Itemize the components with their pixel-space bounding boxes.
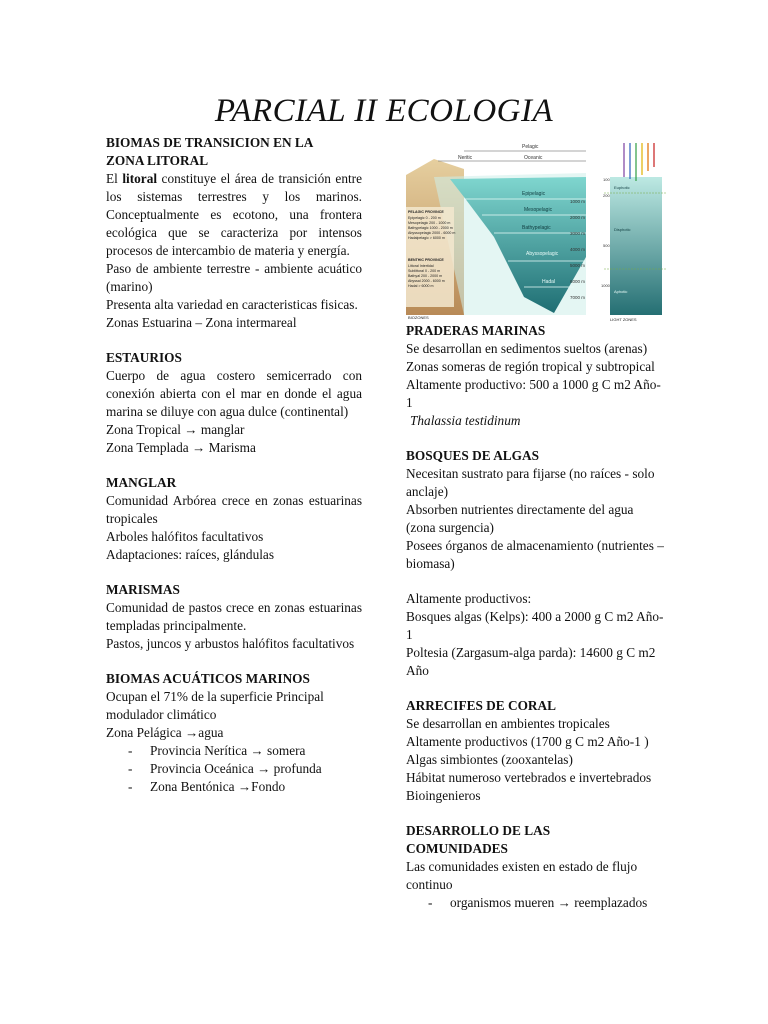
light-tick: 500 xyxy=(603,243,610,248)
section-heading-desarrollo xyxy=(406,822,664,858)
paragraph: Zonas someras de región tropical y subtropical xyxy=(406,359,655,374)
pelagic-row: Epipelagic 0 - 200 m xyxy=(408,216,441,220)
paragraph: Altamente productivos: xyxy=(406,591,532,606)
paragraph: Altamente productivos (1700 g C m2 Año-1 ) xyxy=(406,734,649,749)
paragraph: Absorben nutrientes directamente del agua (zona surgencia) xyxy=(406,502,634,535)
light-zones-column xyxy=(610,177,662,315)
heading-line: ZONA LITORAL xyxy=(106,153,209,168)
section-heading-bosques-algas: BOSQUES DE ALGAS xyxy=(406,448,540,463)
paragraph: Ocupan el 71% de la superficie Principal modulador climático xyxy=(106,689,324,722)
ocean-zones-diagram xyxy=(404,137,666,323)
depth-tick: 5000 m xyxy=(570,263,586,268)
list-item: - Zona Bentónica →Fondo xyxy=(106,778,362,796)
list-item: - organismos mueren → reemplazados xyxy=(406,894,664,912)
list-item: - Provincia Nerítica → somera xyxy=(106,742,362,760)
paragraph: Zona Tropical → manglar xyxy=(106,422,245,437)
bold-term: litoral xyxy=(122,171,158,186)
depth-tick: 2000 m xyxy=(570,215,586,220)
page-title: PARCIAL II ECOLOGIA xyxy=(214,93,554,129)
paragraph: Poltesia (Zargasum-alga parda): 14600 g C m2 Año xyxy=(406,645,656,678)
text-run: constituye el área de transición entre los sistemas terrestres y los marinos. Conceptualmente es ecotono, una frontera ecológica que se caracteriza por intensos procesos de intercambio de materia y energía. xyxy=(106,171,362,258)
label-pelagic: Pelagic xyxy=(522,144,539,150)
paragraph: Hábitat numeroso vertebrados e invertebrados xyxy=(406,770,652,785)
light-tick: 200 xyxy=(603,193,610,198)
paragraph: Pastos, juncos y arbustos halófitos facultativos xyxy=(106,636,355,651)
paragraph: Bosques algas (Kelps): 400 a 2000 g C m2 Año-1 xyxy=(406,609,664,642)
paragraph: Paso de ambiente terrestre - ambiente acuático (marino) xyxy=(106,261,362,294)
list-item: - Provincia Oceánica → profunda xyxy=(106,760,362,778)
label-light-zones: LIGHT ZONES xyxy=(610,317,637,322)
heading-line: BIOMAS DE TRANSICION EN LA xyxy=(106,135,314,150)
light-tick: 100 xyxy=(603,177,610,182)
paragraph: Las comunidades existen en estado de flujo continuo xyxy=(406,859,638,892)
label-euphotic: Euphotic xyxy=(614,185,630,190)
paragraph: Se desarrollan en ambientes tropicales xyxy=(406,716,610,731)
section-heading-biomas-transicion xyxy=(106,134,362,170)
text-run: El xyxy=(106,171,123,186)
paragraph: Zonas Estuarina – Zona intermareal xyxy=(106,315,297,330)
label-biozones: BIOZONES xyxy=(408,315,429,320)
paragraph: Presenta alta variedad en caracteristicas fisicas. xyxy=(106,297,358,312)
depth-tick: 7000 m xyxy=(570,295,586,300)
heading-line: COMUNIDADES xyxy=(406,841,508,856)
paragraph: Se desarrollan en sedimentos sueltos (arenas) xyxy=(406,341,648,356)
light-tick: 1000 xyxy=(601,283,610,288)
pelagic-row: Bathypelagic 1000 - 2000 m xyxy=(408,226,453,230)
paragraph: Arboles halófitos facultativos xyxy=(106,529,264,544)
paragraph: Necesitan sustrato para fijarse (no raíces - solo anclaje) xyxy=(406,466,655,499)
benthic-row: Littoral Intertidal xyxy=(408,264,434,268)
heading-line: DESARROLLO DE LAS xyxy=(406,823,551,838)
section-heading-praderas: PRADERAS MARINAS xyxy=(406,323,546,338)
section-heading-manglar: MANGLAR xyxy=(106,475,177,490)
label-oceanic: Oceanic xyxy=(524,155,543,161)
label-hadal: Hadal xyxy=(542,279,556,285)
right-column xyxy=(406,322,664,912)
section-heading-arrecifes: ARRECIFES DE CORAL xyxy=(406,698,556,713)
label-bathypelagic: Bathypelagic xyxy=(522,225,551,231)
label-disphotic: Disphotic xyxy=(614,227,631,232)
depth-tick: 1000 m xyxy=(570,199,586,204)
pelagic-row: Abyssopelagic 2000 - 6000 m xyxy=(408,231,456,235)
section-heading-estaurios: ESTAURIOS xyxy=(106,350,182,365)
species-name: Thalassia testidinum xyxy=(410,413,521,428)
label-mesopelagic: Mesopelagic xyxy=(524,207,553,213)
paragraph-litoral xyxy=(106,170,362,260)
depth-tick: 3000 m xyxy=(570,231,586,236)
label-aphotic: Aphotic xyxy=(614,289,628,294)
ocean-zones-figure xyxy=(404,137,666,323)
section-heading-biomas-acuaticos: BIOMAS ACUÁTICOS MARINOS xyxy=(106,671,310,686)
paragraph: Cuerpo de agua costero semicerrado con conexión abierta con el mar en donde el agua marina se diluye con agua dulce (continental) xyxy=(106,368,362,419)
label-abyssopelagic: Abyssopelagic xyxy=(526,251,559,257)
paragraph: Zona Pelágica →agua xyxy=(106,725,224,740)
section-heading-marismas: MARISMAS xyxy=(106,582,180,597)
paragraph: Posees órganos de almacenamiento (nutrientes – biomasa) xyxy=(406,538,664,571)
paragraph: Bioingenieros xyxy=(406,788,481,803)
depth-tick: 6000 m xyxy=(570,279,586,284)
left-column xyxy=(106,134,362,796)
benthic-row: Sublittoral 0 - 200 m xyxy=(408,269,441,273)
paragraph: Comunidad de pastos crece en zonas estuarinas templadas principalmente. xyxy=(106,600,362,633)
paragraph: Zona Templada → Marisma xyxy=(106,440,256,455)
paragraph: Altamente productivo: 500 a 1000 g C m2 Año-1 xyxy=(406,377,661,410)
benthic-row: Abyssal 2000 - 6000 m xyxy=(408,279,445,283)
benthic-row: Bathyal 200 - 2000 m xyxy=(408,274,443,278)
paragraph: Adaptaciones: raíces, glándulas xyxy=(106,547,274,562)
label-epipelagic: Epipelagic xyxy=(522,191,546,197)
label-neritic: Neritic xyxy=(458,155,473,161)
benthic-row: Hadal > 6000 m xyxy=(408,284,434,288)
pelagic-row: Hadalpelagic > 6000 m xyxy=(408,236,445,240)
label-pelagic-province: PELAGIC PROVINCE xyxy=(408,210,444,214)
paragraph: Comunidad Arbórea crece en zonas estuarinas tropicales xyxy=(106,493,362,526)
label-benthic-province: BENTHIC PROVINCE xyxy=(408,258,444,262)
paragraph: Algas simbiontes (zooxantelas) xyxy=(406,752,573,767)
depth-tick: 4000 m xyxy=(570,247,586,252)
pelagic-row: Mesopelagic 200 - 1000 m xyxy=(408,221,451,225)
